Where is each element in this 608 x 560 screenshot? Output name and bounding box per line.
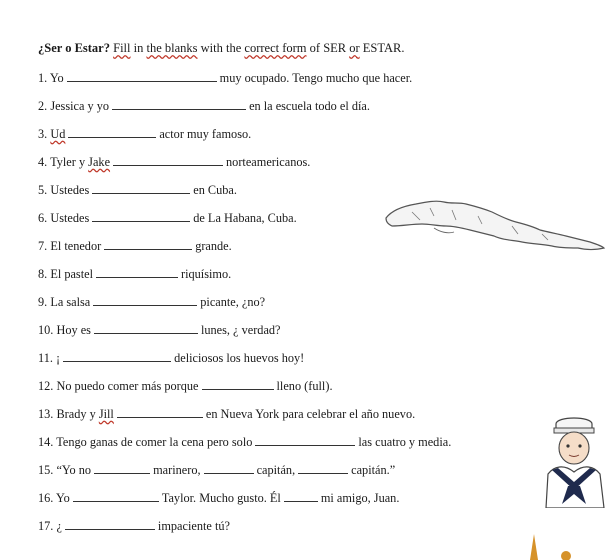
answer-blank[interactable] [104, 238, 192, 250]
item-text: 2. [38, 99, 48, 113]
item-text: “Yo no [56, 463, 92, 477]
answer-blank[interactable] [113, 154, 223, 166]
item-text: marinero, [153, 463, 201, 477]
exercise-item-4 [38, 154, 310, 170]
exercise-item-8 [38, 266, 231, 282]
answer-blank[interactable] [284, 490, 318, 502]
item-text: 4. [38, 155, 48, 169]
item-text: ESTAR. [362, 41, 405, 55]
item-text: Brady y [56, 407, 96, 421]
item-text: El tenedor [50, 239, 102, 253]
answer-blank[interactable] [298, 462, 348, 474]
item-text: 8. [38, 267, 48, 281]
item-text: 13. [38, 407, 54, 421]
item-text: 3. [38, 127, 48, 141]
item-text: Ustedes [50, 183, 90, 197]
item-text: No puedo comer más porque [56, 379, 199, 393]
item-text: ¡ [56, 351, 61, 365]
item-text: las cuatro y media. [358, 435, 452, 449]
item-text: impaciente tú? [157, 519, 230, 533]
item-text: El pastel [50, 267, 93, 281]
answer-blank[interactable] [94, 322, 198, 334]
exercise-item-12 [38, 378, 333, 394]
item-text: norteamericanos. [226, 155, 311, 169]
exercise-item-17 [38, 518, 230, 534]
answer-blank[interactable] [93, 294, 197, 306]
exercise-item-3 [38, 126, 251, 142]
decorative-ornament [520, 524, 608, 560]
answer-blank[interactable] [73, 490, 159, 502]
exercise-item-6 [38, 210, 297, 226]
item-text: Ud [50, 127, 66, 141]
item-text: 14. [38, 435, 54, 449]
exercise-item-7 [38, 238, 232, 254]
item-text: en Nueva York para celebrar el año nuevo. [205, 407, 416, 421]
exercise-item-2 [38, 98, 370, 114]
worksheet-title [38, 41, 405, 56]
item-text: La salsa [50, 295, 91, 309]
item-text: Taylor. Mucho gusto. Él [161, 491, 281, 505]
item-text: 6. [38, 211, 48, 225]
item-text: 12. [38, 379, 54, 393]
item-text: lunes, ¿ verdad? [200, 323, 281, 337]
item-text: picante, ¿no? [200, 295, 266, 309]
item-text: 9. [38, 295, 48, 309]
exercise-item-10 [38, 322, 281, 338]
exercise-item-16 [38, 490, 399, 506]
answer-blank[interactable] [202, 378, 274, 390]
answer-blank[interactable] [92, 210, 190, 222]
item-text: 10. [38, 323, 54, 337]
answer-blank[interactable] [67, 70, 217, 82]
exercise-item-11 [38, 350, 304, 366]
item-text: in [133, 41, 144, 55]
item-text: 16. [38, 491, 54, 505]
exercise-item-9 [38, 294, 265, 310]
answer-blank[interactable] [94, 462, 150, 474]
answer-blank[interactable] [117, 406, 203, 418]
item-text: of SER [309, 41, 347, 55]
item-text: Hoy es [56, 323, 91, 337]
item-text: de La Habana, Cuba. [193, 211, 297, 225]
exercise-item-5 [38, 182, 237, 198]
exercise-item-1 [38, 70, 412, 86]
item-text: Tengo ganas de comer la cena pero solo [56, 435, 253, 449]
item-text: riquísimo. [181, 267, 232, 281]
item-text: lleno (full). [276, 379, 333, 393]
item-text: Tyler y [50, 155, 86, 169]
item-text: 1. [38, 71, 48, 85]
answer-blank[interactable] [255, 434, 355, 446]
item-text: deliciosos los huevos hoy! [174, 351, 305, 365]
item-text: en la escuela todo el día. [249, 99, 370, 113]
item-text: Jessica y yo [50, 99, 110, 113]
answer-blank[interactable] [92, 182, 190, 194]
answer-blank[interactable] [65, 518, 155, 530]
answer-blank[interactable] [204, 462, 254, 474]
item-text: 15. [38, 463, 54, 477]
exercise-item-13 [38, 406, 415, 422]
item-text: Jill [98, 407, 114, 421]
item-text: 17. [38, 519, 54, 533]
item-text: Yo [56, 491, 70, 505]
item-text: actor muy famoso. [159, 127, 252, 141]
item-text: Jake [88, 155, 111, 169]
title-heading: ¿Ser o Estar? [38, 41, 110, 55]
item-text: the blanks [146, 41, 198, 55]
item-text: 5. [38, 183, 48, 197]
item-text: Fill [113, 41, 131, 55]
item-text: or [349, 41, 360, 55]
item-text: with the [200, 41, 242, 55]
sailor-illustration [540, 412, 608, 508]
item-text: capitán.” [351, 463, 396, 477]
item-text: correct form [244, 41, 307, 55]
item-text: 11. [38, 351, 53, 365]
item-text: en Cuba. [193, 183, 237, 197]
answer-blank[interactable] [63, 350, 171, 362]
item-text: 7. [38, 239, 48, 253]
item-text: ¿ [56, 519, 62, 533]
item-text: muy ocupado. Tengo mucho que hacer. [219, 71, 413, 85]
item-text: mi amigo, Juan. [320, 491, 400, 505]
answer-blank[interactable] [68, 126, 156, 138]
answer-blank[interactable] [96, 266, 178, 278]
item-text: Yo [49, 71, 64, 85]
item-text: grande. [195, 239, 232, 253]
exercise-item-14 [38, 434, 451, 450]
exercise-item-15 [38, 462, 395, 478]
item-text: Ustedes [50, 211, 90, 225]
answer-blank[interactable] [112, 98, 246, 110]
cuba-map-illustration [382, 190, 606, 260]
item-text: capitán, [256, 463, 296, 477]
